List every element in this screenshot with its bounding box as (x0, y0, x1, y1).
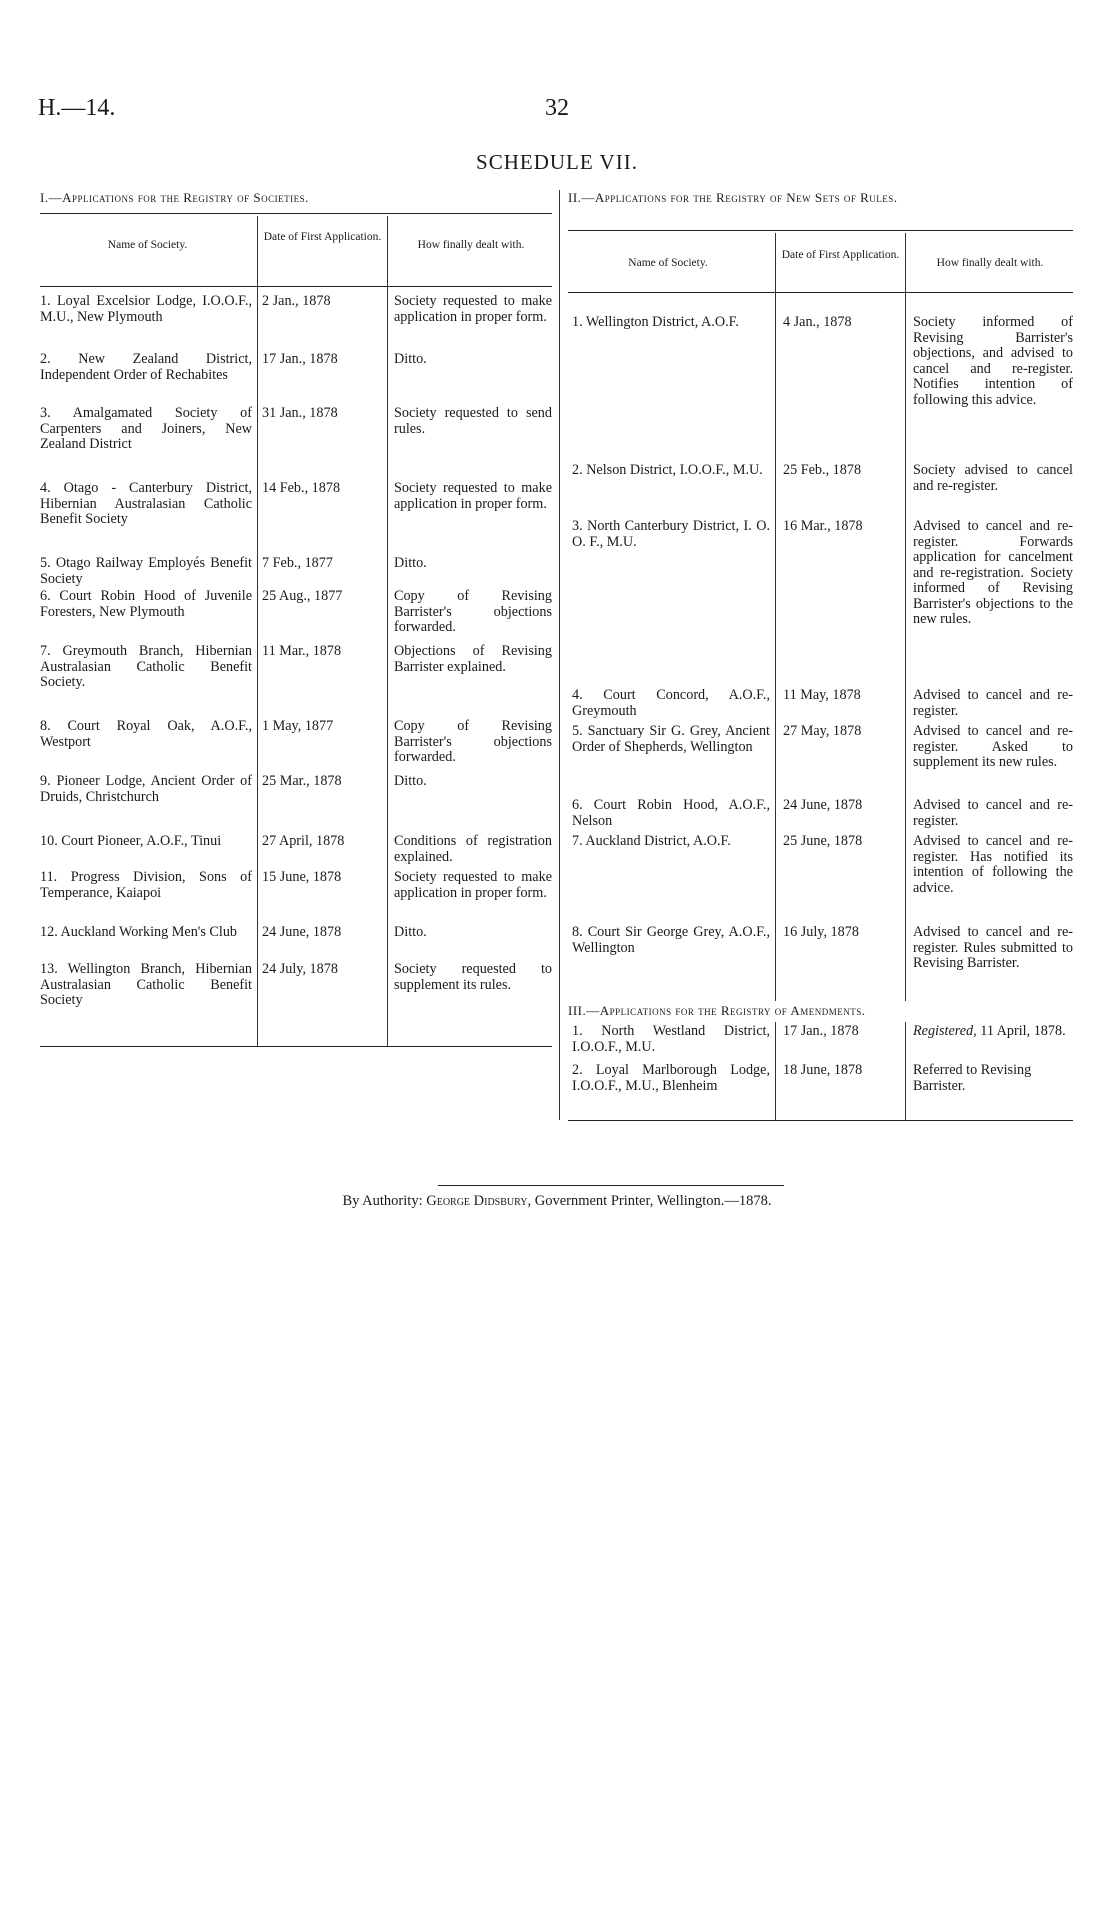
footer-prefix: By Authority: (342, 1193, 427, 1209)
section-2-header-rule (568, 292, 1073, 293)
s2-row-1-date: 4 Jan., 1878 (783, 314, 852, 330)
s2-row-1-outcome: Society informed of Revising Barrister's objections, and advised to cancel and re-register. Notifies intention of following this advice. (913, 314, 1073, 408)
s1-row-12-date: 24 June, 1878 (262, 924, 342, 940)
footer-printer: George Didsbury (426, 1193, 528, 1209)
s1-row-4-outcome: Society requested to make application in proper form. (394, 480, 552, 512)
s1-header-name: Name of Society. (107, 239, 188, 251)
s2-row-4-date: 11 May, 1878 (783, 687, 861, 703)
s2-row-1-name: 1. Wellington District, A.O.F. (572, 314, 739, 330)
s2-row-2-outcome: Society advised to cancel and re-register. (913, 462, 1073, 494)
s1-row-2-name: 2. New Zealand District, Independent Order of Rechabites (40, 351, 252, 383)
s1-row-10-outcome: Conditions of registration explained. (394, 833, 552, 865)
section-1-top-rule (40, 213, 552, 214)
s1-row-8-name: 8. Court Royal Oak, A.O.F., Westport (40, 718, 252, 750)
s1-row-1-date: 2 Jan., 1878 (262, 293, 331, 309)
s2-header-outcome: How finally dealt with. (936, 257, 1044, 269)
section-2-title: II.—Applications for the Registry of New Sets of Rules. (568, 190, 898, 205)
s1-row-9-name: 9. Pioneer Lodge, Ancient Order of Druids, Christchurch (40, 773, 252, 805)
s3-row-1-outcome-text: 11 April, 1878. (976, 1023, 1066, 1039)
s1-row-5-date: 7 Feb., 1877 (262, 555, 333, 571)
s2-row-5-name: 5. Sanctuary Sir G. Grey, Ancient Order of Shepherds, Wellington (572, 723, 770, 755)
s2-row-7-outcome: Advised to cancel and re-register. Has notified its intention of following the advice. (913, 833, 1073, 896)
s2-row-2-date: 25 Feb., 1878 (783, 462, 862, 478)
s1-row-10-name: 10. Court Pioneer, A.O.F., Tinui (40, 833, 222, 849)
s1-row-11-date: 15 June, 1878 (262, 869, 342, 885)
section-1-divider (257, 216, 258, 1046)
s1-row-7-date: 11 Mar., 1878 (262, 643, 342, 659)
section-1-divider (387, 216, 388, 1046)
s2-row-4-name: 4. Court Concord, A.O.F., Greymouth (572, 687, 770, 719)
section-2-divider (775, 233, 776, 1001)
s2-row-6-name: 6. Court Robin Hood, A.O.F., Nelson (572, 797, 770, 829)
s1-row-6-outcome: Copy of Revising Barrister's objections forwarded. (394, 588, 552, 635)
section-3-title: III.—Applications for the Registry of Amendments. (568, 1003, 866, 1018)
s1-row-11-outcome: Society requested to make application in proper form. (394, 869, 552, 901)
s1-row-12-name: 12. Auckland Working Men's Club (40, 924, 238, 940)
s1-row-1-name: 1. Loyal Excelsior Lodge, I.O.O.F., M.U., New Plymouth (40, 293, 252, 325)
s1-row-7-outcome: Objections of Revising Barrister explained. (394, 643, 552, 675)
s2-row-7-date: 25 June, 1878 (783, 833, 863, 849)
s2-row-2-name: 2. Nelson District, I.O.O.F., M.U. (572, 462, 763, 478)
section-2-top-rule (568, 230, 1073, 231)
s3-row-1-date: 17 Jan., 1878 (783, 1023, 859, 1039)
s3-row-2-name: 2. Loyal Marlborough Lodge, I.O.O.F., M.U., Blenheim (572, 1062, 770, 1094)
s2-row-3-name: 3. North Canterbury District, I. O. O. F., M.U. (572, 518, 770, 550)
s1-row-7-name: 7. Greymouth Branch, Hibernian Australasian Catholic Benefit Society. (40, 643, 252, 690)
s2-header-date: Date of First Application. (781, 249, 900, 261)
s1-row-6-date: 25 Aug., 1877 (262, 588, 343, 604)
s2-row-8-outcome: Advised to cancel and re-register. Rules submitted to Revising Barrister. (913, 924, 1073, 971)
s3-row-1-outcome (913, 1024, 1073, 1040)
section-3-divider (775, 1022, 776, 1120)
s2-header-name: Name of Society. (628, 257, 708, 269)
s1-row-4-name: 4. Otago - Canterbury District, Hibernian Australasian Catholic Benefit Society (40, 480, 252, 527)
footer-suffix: , Government Printer, Wellington.—1878. (527, 1193, 772, 1209)
s1-row-9-outcome: Ditto. (394, 773, 427, 789)
s1-row-3-name: 3. Amalgamated Society of Carpenters and Joiners, New Zealand District (40, 405, 252, 452)
section-1-header-rule (40, 286, 552, 287)
s1-row-6-name: 6. Court Robin Hood of Juvenile Foresters, New Plymouth (40, 588, 252, 620)
s3-row-2-outcome: Referred to Revising Barrister. (913, 1062, 1032, 1094)
schedule-title: SCHEDULE VII. (476, 150, 638, 174)
s1-row-13-name: 13. Wellington Branch, Hibernian Australasian Catholic Benefit Society (40, 961, 252, 1008)
page-number: 32 (545, 95, 569, 121)
s1-row-10-date: 27 April, 1878 (262, 833, 345, 849)
s1-row-2-outcome: Ditto. (394, 351, 427, 367)
s1-row-5-name: 5. Otago Railway Employés Benefit Society (40, 555, 252, 587)
section-3-bottom-rule (568, 1120, 1073, 1121)
s1-row-11-name: 11. Progress Division, Sons of Temperance, Kaiapoi (40, 869, 252, 901)
s1-row-3-outcome: Society requested to send rules. (394, 405, 552, 437)
s2-row-7-name: 7. Auckland District, A.O.F. (572, 833, 731, 849)
s1-row-1-outcome: Society requested to make application in proper form. (394, 293, 552, 325)
s1-row-9-date: 25 Mar., 1878 (262, 773, 342, 789)
s2-row-8-name: 8. Court Sir George Grey, A.O.F., Wellington (572, 924, 770, 956)
s2-row-4-outcome: Advised to cancel and re-register. (913, 687, 1073, 719)
s2-row-6-outcome: Advised to cancel and re-register. (913, 797, 1073, 829)
page-column-divider (559, 190, 560, 1120)
section-1-bottom-rule (40, 1046, 552, 1047)
s1-row-13-outcome: Society requested to supplement its rules. (394, 961, 552, 993)
s2-row-8-date: 16 July, 1878 (783, 924, 859, 940)
s1-row-5-outcome: Ditto. (394, 555, 427, 571)
s1-row-4-date: 14 Feb., 1878 (262, 480, 341, 496)
s2-row-3-date: 16 Mar., 1878 (783, 518, 863, 534)
s1-row-8-date: 1 May, 1877 (262, 718, 334, 734)
s2-row-3-outcome: Advised to cancel and re-register. Forwards application for cancelment and re-registration. Society informed of Revising Barrister's objections to the new rules. (913, 518, 1073, 627)
s2-row-5-outcome: Advised to cancel and re-register. Asked to supplement its new rules. (913, 723, 1073, 770)
s3-row-2-date: 18 June, 1878 (783, 1062, 863, 1078)
footer-imprint (0, 1193, 1114, 1210)
section-2-divider (905, 233, 906, 1001)
s1-header-date: Date of First Application. (263, 231, 382, 243)
s1-row-12-outcome: Ditto. (394, 924, 427, 940)
s2-row-6-date: 24 June, 1878 (783, 797, 863, 813)
s1-header-outcome: How finally dealt with. (417, 239, 525, 251)
footer-rule (438, 1185, 784, 1186)
s2-row-5-date: 27 May, 1878 (783, 723, 862, 739)
section-3-divider (905, 1022, 906, 1120)
s1-row-13-date: 24 July, 1878 (262, 961, 338, 977)
s1-row-3-date: 31 Jan., 1878 (262, 405, 338, 421)
document-reference: H.—14. (38, 95, 116, 121)
section-1-title: I.—Applications for the Registry of Societies. (40, 190, 309, 205)
s1-row-2-date: 17 Jan., 1878 (262, 351, 338, 367)
s3-row-1-name: 1. North Westland District, I.O.O.F., M.U. (572, 1023, 770, 1055)
s1-row-8-outcome: Copy of Revising Barrister's objections forwarded. (394, 718, 552, 765)
s3-row-1-outcome-italic: Registered, (913, 1023, 977, 1039)
